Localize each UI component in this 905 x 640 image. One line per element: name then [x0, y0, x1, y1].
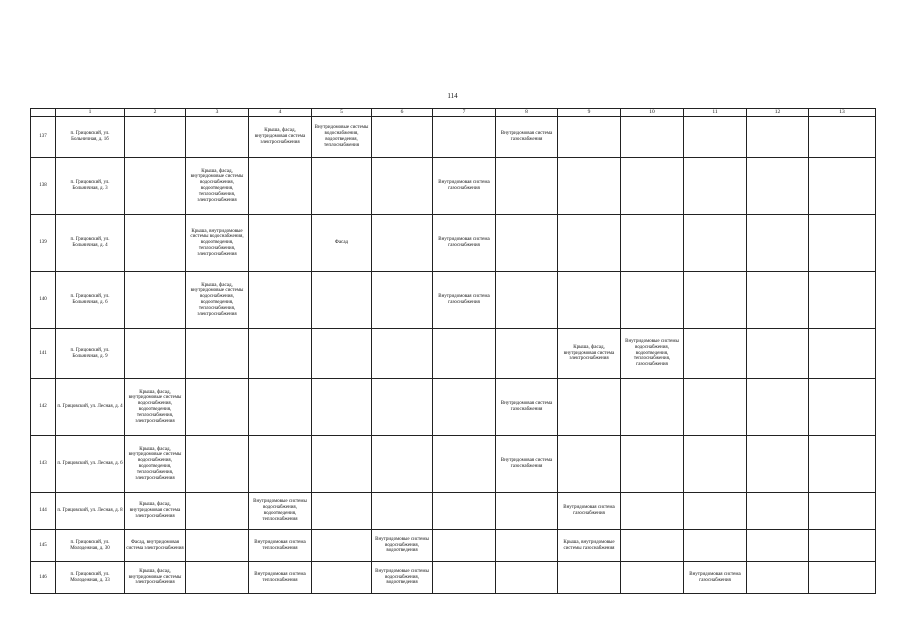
work-cell: Крыша, фасад, внутридомовая система электроснабжения [125, 493, 186, 530]
work-cell [747, 215, 809, 272]
work-cell [684, 379, 747, 436]
column-header: 2 [125, 109, 186, 117]
corner-cell [31, 109, 56, 117]
work-cell [558, 379, 621, 436]
work-cell [249, 158, 312, 215]
work-cell [312, 158, 372, 215]
work-cell [312, 562, 372, 594]
work-cell: Внутридомовые системы водоснабжения, водоотведения, теплоснабжения, газоснабжения [621, 329, 684, 379]
work-cell [684, 158, 747, 215]
address-cell: п. Грицовский, ул. Лесная, д. 6 [56, 436, 125, 493]
work-cell [249, 329, 312, 379]
work-cell [125, 329, 186, 379]
work-cell [372, 117, 433, 158]
work-cell: Крыша, фасад, внутридомовые системы водоснабжения, водоотведения, теплоснабжения, электроснабжения [125, 436, 186, 493]
page-number: 114 [447, 92, 458, 100]
work-cell [496, 562, 558, 594]
work-cell: Крыша, фасад, внутридомовые системы водоснабжения, водоотведения, теплоснабжения, электроснабжения [125, 379, 186, 436]
work-cell [433, 379, 496, 436]
work-cell [684, 215, 747, 272]
work-cell: Внутридомовые системы водоснабжения, водоотведения [372, 562, 433, 594]
table-row [31, 158, 876, 215]
work-cell [186, 329, 249, 379]
column-header: 1 [56, 109, 125, 117]
work-cell [684, 530, 747, 562]
work-cell [747, 562, 809, 594]
header-row [31, 109, 876, 117]
column-header: 6 [372, 109, 433, 117]
work-cell [433, 117, 496, 158]
work-cell [496, 493, 558, 530]
table-row [31, 117, 876, 158]
work-cell [747, 436, 809, 493]
work-cell: Внутридомовая система теплоснабжения [249, 562, 312, 594]
column-header: 10 [621, 109, 684, 117]
work-cell [496, 272, 558, 329]
work-cell: Внутридомовая система теплоснабжения [249, 530, 312, 562]
work-cell [747, 272, 809, 329]
table-row [31, 436, 876, 493]
work-cell [312, 379, 372, 436]
work-cell: Внутридомовые системы водоснабжения, водоотведения, теплоснабжения [249, 493, 312, 530]
column-header: 12 [747, 109, 809, 117]
work-cell [747, 329, 809, 379]
work-cell [621, 117, 684, 158]
work-cell [621, 493, 684, 530]
work-cell: Крыша, фасад, внутридомовые системы водоснабжения, водоотведения, теплоснабжения, электроснабжения [186, 272, 249, 329]
work-cell: Крыша, внутридомовые системы газоснабжения [558, 530, 621, 562]
work-cell: Внутридомовая система газоснабжения [496, 379, 558, 436]
work-cell: Крыша, фасад, внутридомовые системы электроснабжения [125, 562, 186, 594]
work-cell [312, 329, 372, 379]
table-row [31, 272, 876, 329]
work-cell [558, 436, 621, 493]
row-number-cell: 137 [31, 117, 56, 158]
work-cell [186, 530, 249, 562]
work-cell: Внутридомовые системы водоснабжения, водоотведения, теплоснабжения [312, 117, 372, 158]
work-cell [186, 117, 249, 158]
work-cell [372, 329, 433, 379]
column-header: 9 [558, 109, 621, 117]
work-cell [747, 493, 809, 530]
work-cell [312, 530, 372, 562]
work-cell [809, 436, 876, 493]
work-cell [312, 493, 372, 530]
row-number-cell: 139 [31, 215, 56, 272]
work-cell [496, 215, 558, 272]
work-cell: Внутридомовая система газоснабжения [496, 117, 558, 158]
work-cell [312, 436, 372, 493]
address-cell: п. Грицовский, ул. Молодежная, д. 33 [56, 562, 125, 594]
column-header: 5 [312, 109, 372, 117]
work-cell [684, 117, 747, 158]
row-number-cell: 146 [31, 562, 56, 594]
work-cell [249, 379, 312, 436]
work-cell [621, 379, 684, 436]
column-header: 11 [684, 109, 747, 117]
table-row [31, 493, 876, 530]
work-cell [125, 117, 186, 158]
work-cell [433, 562, 496, 594]
work-cell: Крыша, фасад, внутридомовая система электроснабжения [558, 329, 621, 379]
work-cell [125, 215, 186, 272]
work-cell [684, 493, 747, 530]
work-cell: Крыша, внутридомовые системы водоснабжения, водоотведения, теплоснабжения, электроснабжения [186, 215, 249, 272]
work-cell [621, 436, 684, 493]
work-cell: Фасад [312, 215, 372, 272]
address-cell: п. Грицовский, ул. Больничная, д. 3 [56, 158, 125, 215]
work-cell [809, 158, 876, 215]
work-cell [809, 530, 876, 562]
column-header: 4 [249, 109, 312, 117]
work-cell [809, 379, 876, 436]
work-cell [496, 158, 558, 215]
work-cell [186, 493, 249, 530]
work-cell [372, 158, 433, 215]
work-cell [433, 530, 496, 562]
work-cell [809, 215, 876, 272]
work-cell: Внутридомовая система газоснабжения [433, 158, 496, 215]
work-cell [621, 562, 684, 594]
address-cell: п. Грицовский, ул. Молодежная, д. 30 [56, 530, 125, 562]
work-cell [558, 272, 621, 329]
work-cell [809, 562, 876, 594]
work-cell [186, 562, 249, 594]
work-cell [312, 272, 372, 329]
work-cell [372, 436, 433, 493]
work-cell [372, 215, 433, 272]
work-cell [558, 562, 621, 594]
work-cell [249, 436, 312, 493]
table-row [31, 530, 876, 562]
work-cell [558, 158, 621, 215]
row-number-cell: 138 [31, 158, 56, 215]
work-cell [249, 215, 312, 272]
work-cell: Внутридомовая система газоснабжения [433, 215, 496, 272]
work-cell [186, 436, 249, 493]
work-cell: Внутридомовая система газоснабжения [558, 493, 621, 530]
table-row [31, 379, 876, 436]
address-cell: п. Грицовский, ул. Больничная, д. 4 [56, 215, 125, 272]
work-cell [496, 530, 558, 562]
work-cell [621, 272, 684, 329]
work-cell [433, 493, 496, 530]
column-header: 8 [496, 109, 558, 117]
work-cell [433, 329, 496, 379]
work-cell [496, 329, 558, 379]
work-cell: Крыша, фасад, внутридомовые системы водоснабжения, водоотведения, теплоснабжения, электроснабжения [186, 158, 249, 215]
work-cell [372, 379, 433, 436]
work-cell [747, 379, 809, 436]
work-cell [747, 530, 809, 562]
work-cell: Фасад, внутридомовая система электроснабжения [125, 530, 186, 562]
work-cell [372, 272, 433, 329]
column-header: 3 [186, 109, 249, 117]
work-cell: Внутридомовая система газоснабжения [433, 272, 496, 329]
address-cell: п. Грицовский, ул. Лесная, д. 4 [56, 379, 125, 436]
address-cell: п. Грицовский, ул. Больничная, д. 6 [56, 272, 125, 329]
work-cell [684, 329, 747, 379]
work-cell [809, 329, 876, 379]
work-cell: Внутридомовые системы водоснабжения, водоотведения [372, 530, 433, 562]
work-cell [125, 158, 186, 215]
work-cell: Крыша, фасад, внутридомовая система электроснабжения [249, 117, 312, 158]
column-header: 7 [433, 109, 496, 117]
row-number-cell: 141 [31, 329, 56, 379]
work-cell [621, 530, 684, 562]
address-cell: п. Грицовский, ул. Больничная, д. 1б [56, 117, 125, 158]
work-cell [747, 117, 809, 158]
work-cell [558, 215, 621, 272]
row-number-cell: 144 [31, 493, 56, 530]
work-cell [809, 493, 876, 530]
work-cell [809, 272, 876, 329]
work-cell [809, 117, 876, 158]
row-number-cell: 142 [31, 379, 56, 436]
table-row [31, 562, 876, 594]
table-row [31, 329, 876, 379]
work-cell [125, 272, 186, 329]
work-cell [684, 272, 747, 329]
column-header: 13 [809, 109, 876, 117]
work-cell: Внутридомовая система газоснабжения [684, 562, 747, 594]
work-cell [684, 436, 747, 493]
work-cell [433, 436, 496, 493]
work-cell: Внутридомовая система газоснабжения [496, 436, 558, 493]
work-cell [186, 379, 249, 436]
work-cell [372, 493, 433, 530]
table-row [31, 215, 876, 272]
work-cell [621, 215, 684, 272]
work-cell [558, 117, 621, 158]
row-number-cell: 143 [31, 436, 56, 493]
address-cell: п. Грицовский, ул. Больничная, д. 9 [56, 329, 125, 379]
work-cell [249, 272, 312, 329]
address-cell: п. Грицовский, ул. Лесная, д. 8 [56, 493, 125, 530]
repair-schedule-table [30, 108, 876, 594]
work-cell [621, 158, 684, 215]
row-number-cell: 140 [31, 272, 56, 329]
row-number-cell: 145 [31, 530, 56, 562]
work-cell [747, 158, 809, 215]
